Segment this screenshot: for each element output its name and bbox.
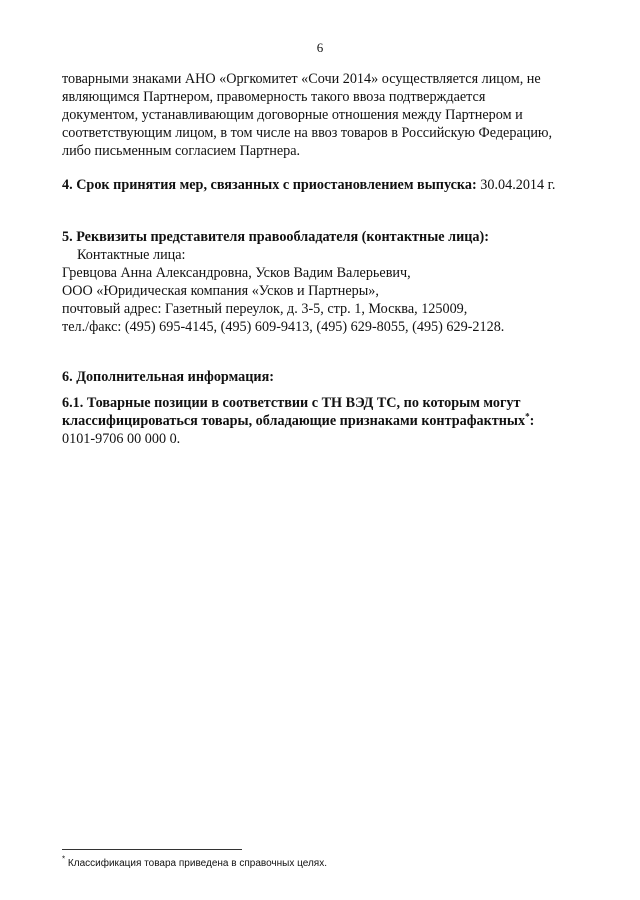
- intro-line: товарными знаками АНО «Оргкомитет «Сочи 2014» осуществляется лицом, не: [62, 71, 541, 87]
- section-4-heading: 4. Срок принятия мер, связанных с приостановлением выпуска:: [62, 177, 477, 193]
- intro-line: соответствующим лицом, в том числе на ввоз товаров в Российскую Федерацию,: [62, 125, 553, 141]
- contact-names: Гревцова Анна Александровна, Усков Вадим Валерьевич,: [62, 265, 411, 281]
- footnote: [62, 854, 327, 870]
- postal-address: почтовый адрес: Газетный переулок, д. 3-5, стр. 1, Москва, 125009,: [62, 301, 468, 317]
- contacts-label: Контактные лица:: [77, 247, 186, 263]
- intro-paragraph: [62, 70, 584, 160]
- section-6: [62, 368, 584, 448]
- section-4-value: 30.04.2014 г.: [480, 177, 556, 193]
- intro-line: либо письменным согласием Партнера.: [62, 143, 301, 159]
- intro-line: документом, устанавливающим договорные отношения между Партнером и: [62, 107, 523, 123]
- subsection-6-1-line1: 6.1. Товарные позиции в соответствии с ТН ВЭД ТС, по которым могут: [62, 395, 521, 411]
- section-4: [62, 176, 584, 194]
- footnote-divider: [62, 849, 242, 850]
- subsection-6-1-colon: :: [529, 413, 535, 429]
- footnote-text: Классификация товара приведена в справочных целях.: [67, 858, 327, 869]
- tnved-codes: 0101-9706 00 000 0.: [62, 431, 181, 447]
- phone-fax: тел./факс: (495) 695-4145, (495) 609-9413, (495) 629-8055, (495) 629-2128.: [62, 319, 505, 335]
- company-name: ООО «Юридическая компания «Усков и Партнеры»,: [62, 283, 379, 299]
- section-5-heading: 5. Реквизиты представителя правообладателя (контактные лица):: [62, 229, 489, 245]
- page-number: 6: [316, 40, 324, 55]
- intro-line: являющимся Партнером, правомерность такого ввоза подтверждается: [62, 89, 486, 105]
- section-6-heading: 6. Дополнительная информация:: [62, 369, 274, 385]
- subsection-6-1-text: классифицироваться товары, обладающие признаками контрафактных: [62, 413, 526, 429]
- footnote-marker: *: [525, 411, 530, 422]
- footnote-marker: *: [62, 854, 66, 864]
- subsection-6-1-line2: [62, 412, 584, 430]
- section-5: [62, 228, 584, 336]
